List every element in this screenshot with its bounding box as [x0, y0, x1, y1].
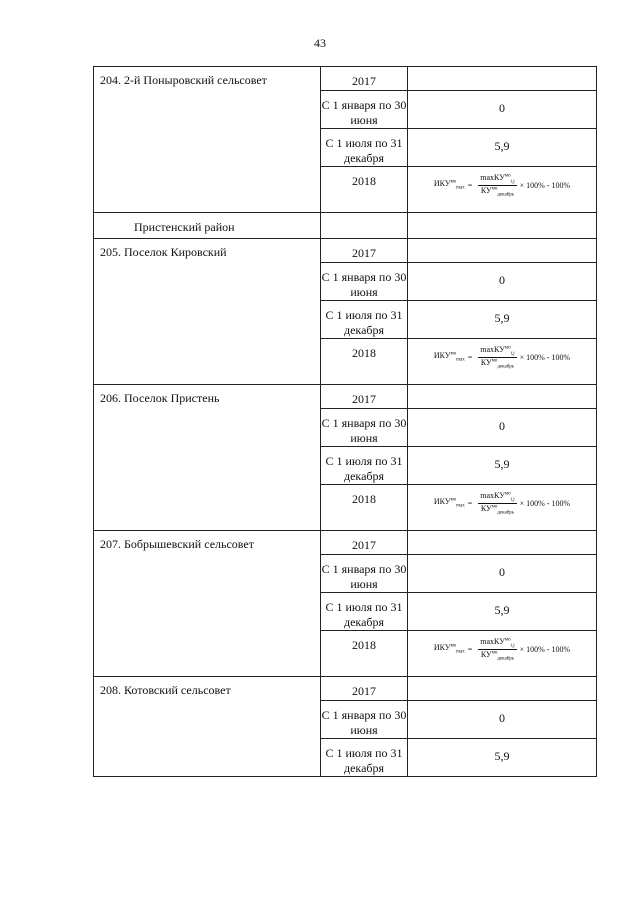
formula-tail: × 100% - 100%: [519, 352, 571, 362]
settlement-name: 206. Поселок Пристень: [100, 391, 220, 405]
empty-cell: [408, 213, 597, 239]
index-value: 0: [499, 711, 505, 725]
formula-equals: =: [467, 352, 473, 362]
year-label: 2018: [352, 346, 376, 360]
settlement-cell: [94, 239, 321, 385]
empty-cell: [408, 67, 597, 91]
empty-cell: [408, 239, 597, 263]
formula-equals: =: [467, 180, 473, 190]
settlement-name: 207. Бобрышевский сельсовет: [100, 537, 254, 551]
index-formula: [408, 339, 596, 369]
empty-cell: [408, 385, 597, 409]
index-formula: [408, 485, 596, 515]
period-label: С 1 января по 30 июня: [321, 416, 407, 445]
formula-lhs: $ИКУ^{мо}_{max}$: [433, 643, 465, 655]
empty-cell: [408, 531, 597, 555]
table-row: [94, 239, 597, 263]
index-formula: [408, 631, 596, 661]
year-label: 2017: [352, 538, 376, 552]
table-row: [94, 385, 597, 409]
formula-fraction: $\frac{\max КУ^{мо}_{i,j}}{КУ^{мо}_{декабрь}}$: [480, 637, 515, 662]
year-label: 2018: [352, 174, 376, 188]
tariff-table: [93, 66, 597, 777]
formula-fraction: $\frac{\max КУ^{мо}_{i,j}}{КУ^{мо}_{декабрь}}$: [480, 491, 515, 516]
year-label: 2017: [352, 392, 376, 406]
formula-tail: × 100% - 100%: [519, 498, 571, 508]
formula-tail: × 100% - 100%: [519, 180, 571, 190]
index-value: 0: [499, 273, 505, 287]
settlement-name: 208. Котовский сельсовет: [100, 683, 231, 697]
index-formula: [408, 167, 596, 197]
formula-lhs: $ИКУ^{мо}_{max}$: [433, 351, 465, 363]
empty-cell: [321, 213, 408, 239]
formula-fraction: $\frac{\max КУ^{мо}_{i,j}}{КУ^{мо}_{декабрь}}$: [480, 345, 515, 370]
period-label: С 1 января по 30 июня: [321, 270, 407, 299]
formula-lhs: $ИКУ^{мо}_{max}$: [433, 497, 465, 509]
formula-lhs: $ИКУ^{мо}_{max}$: [433, 179, 465, 191]
formula-fraction: $\frac{\max КУ^{мо}_{i,j}}{КУ^{мо}_{декабрь}}$: [480, 173, 515, 198]
index-value: 0: [499, 565, 505, 579]
index-value: 0: [499, 419, 505, 433]
year-label: 2017: [352, 74, 376, 88]
year-label: 2018: [352, 638, 376, 652]
year-label: 2018: [352, 492, 376, 506]
table-row: [94, 67, 597, 91]
period-label: С 1 июля по 31 декабря: [325, 454, 403, 483]
formula-tail: × 100% - 100%: [519, 644, 571, 654]
settlement-cell: [94, 531, 321, 677]
index-value: 0: [499, 101, 505, 115]
period-label: С 1 июля по 31 декабря: [325, 136, 403, 165]
period-label: С 1 июля по 31 декабря: [325, 600, 403, 629]
table-row: [94, 531, 597, 555]
index-value: 5,9: [494, 139, 510, 153]
formula-equals: =: [467, 644, 473, 654]
period-label: С 1 января по 30 июня: [321, 562, 407, 591]
settlement-cell: [94, 677, 321, 777]
table-row: [94, 677, 597, 701]
year-label: 2017: [352, 684, 376, 698]
settlement-cell: [94, 385, 321, 531]
settlement-name: 204. 2-й Поныровский сельсовет: [100, 73, 267, 87]
formula-equals: =: [467, 498, 473, 508]
period-label: С 1 января по 30 июня: [321, 708, 407, 737]
page-number: 43: [314, 36, 326, 50]
index-value: 5,9: [494, 749, 510, 763]
district-row: [94, 213, 597, 239]
period-label: С 1 июля по 31 декабря: [325, 308, 403, 337]
settlement-cell: [94, 67, 321, 213]
index-value: 5,9: [494, 457, 510, 471]
period-label: С 1 января по 30 июня: [321, 98, 407, 127]
district-name: Пристенский район: [134, 220, 235, 234]
settlement-name: 205. Поселок Кировский: [100, 245, 227, 259]
empty-cell: [408, 677, 597, 701]
period-label: С 1 июля по 31 декабря: [325, 746, 403, 775]
year-label: 2017: [352, 246, 376, 260]
index-value: 5,9: [494, 311, 510, 325]
index-value: 5,9: [494, 603, 510, 617]
